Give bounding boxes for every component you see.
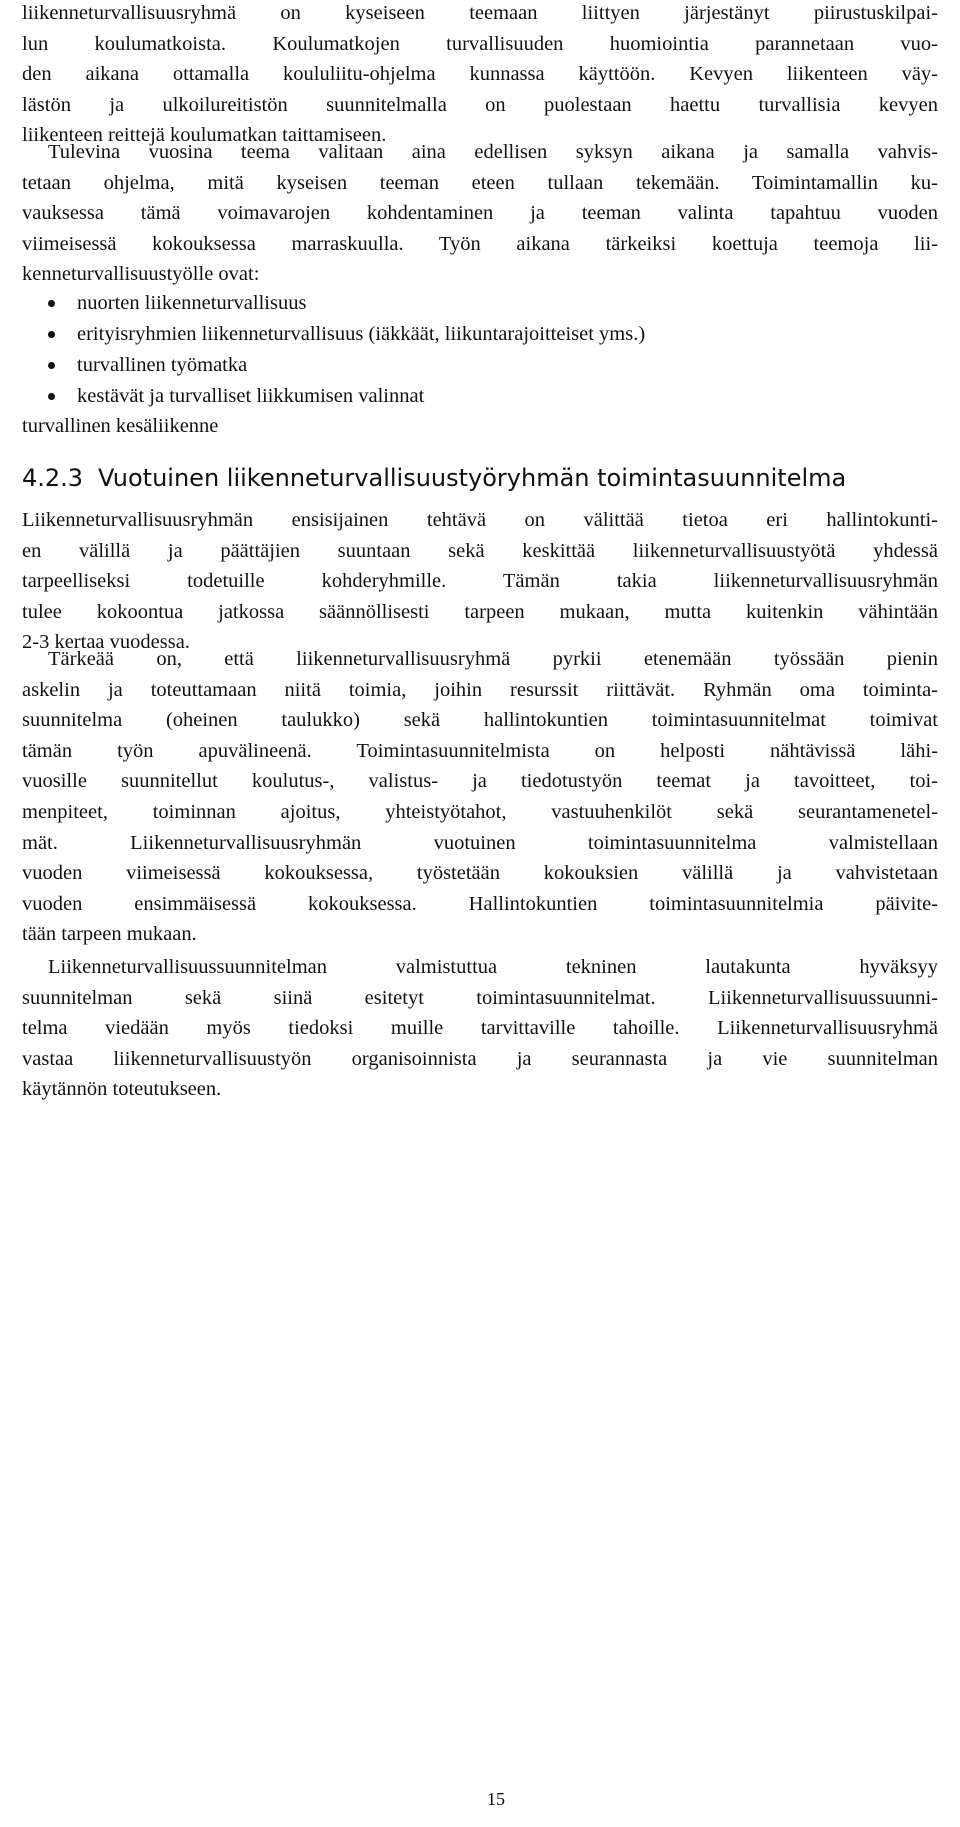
text-line: käytännön toteutukseen. <box>22 1078 222 1101</box>
list-item <box>22 288 938 319</box>
text-line: tarpeelliseksi todetuille kohderyhmille. Tämän takia liikenneturvallisuusryhmän <box>22 570 938 593</box>
text-line: vuoden viimeisessä kokouksessa, työstetään kokouksien välillä ja vahvistetaan <box>22 862 938 885</box>
text-line: tulee kokoontua jatkossa säännöllisesti tarpeen mukaan, mutta kuitenkin vähintään <box>22 600 938 623</box>
text-line: Liikenneturvallisuusryhmän ensisijainen tehtävä on välittää tietoa eri hallintokunti- <box>22 509 938 531</box>
text-line: en välillä ja päättäjien suuntaan sekä keskittää liikenneturvallisuustyötä yhdessä <box>22 539 938 562</box>
bullet-icon <box>48 331 55 338</box>
list-item-label: erityisryhmien liikenneturvallisuus (iäkkäät, liikuntarajoitteiset yms.) <box>77 323 646 345</box>
text-line: tetaan ohjelma, mitä kyseisen teeman eteen tullaan tekemään. Toimintamallin ku- <box>22 171 938 194</box>
text-line: lästön ja ulkoilureitistön suunnitelmalla on puolestaan haettu turvallisia kevyen <box>22 93 938 116</box>
text-line: tään tarpeen mukaan. <box>22 923 197 946</box>
text-line: Tärkeää on, että liikenneturvallisuusryhmä pyrkii etenemään työssään pienin <box>48 648 938 670</box>
page-number: 15 <box>487 1789 505 1809</box>
themes-paragraph <box>22 137 938 290</box>
section-title: Vuotuinen liikenneturvallisuustyöryhmän toimintasuunnitelma <box>98 464 847 492</box>
section-heading <box>22 462 846 494</box>
list-item-label: turvallinen työmatka <box>77 354 248 376</box>
body-paragraph-2 <box>22 644 938 950</box>
text-line: suunnitelman sekä siinä esitetyt toimintasuunnitelmat. Liikenneturvallisuussuunni- <box>22 986 938 1009</box>
bullet-icon <box>48 300 55 307</box>
document-page <box>22 0 938 1827</box>
list-item <box>22 350 938 381</box>
text-line: vastaa liikenneturvallisuustyön organisoinnista ja seurannasta ja vie suunnitelman <box>22 1047 938 1070</box>
after-list-text <box>22 411 938 442</box>
list-item <box>22 381 938 412</box>
intro-paragraph <box>22 0 938 151</box>
text-line: liikenteen reittejä koulumatkan taittamiseen. <box>22 124 387 147</box>
text-line: suunnitelma (oheinen taulukko) sekä hallintokuntien toimintasuunnitelmat toimivat <box>22 709 938 732</box>
bullet-icon <box>48 393 55 400</box>
text-line: lun koulumatkoista. Koulumatkojen turvallisuuden huomiointia parannetaan vuo- <box>22 32 938 55</box>
themes-list <box>22 288 938 412</box>
list-item-label: kestävät ja turvalliset liikkumisen valinnat <box>77 385 425 407</box>
body-paragraph-3 <box>22 952 938 1105</box>
text-line: mät. Liikenneturvallisuusryhmän vuotuinen toimintasuunnitelma valmistellaan <box>22 831 938 854</box>
text-line: menpiteet, toiminnan ajoitus, yhteistyötahot, vastuuhenkilöt sekä seurantamenetel- <box>22 800 938 823</box>
text-line: turvallinen kesäliikenne <box>22 415 219 437</box>
text-line: vuoden ensimmäisessä kokouksessa. Hallintokuntien toimintasuunnitelmia päivite- <box>22 892 938 915</box>
list-item <box>22 319 938 350</box>
text-line: viimeisessä kokouksessa marraskuulla. Työn aikana tärkeiksi koettuja teemoja lii- <box>22 232 938 255</box>
bullet-icon <box>48 362 55 369</box>
text-line: tämän työn apuvälineenä. Toimintasuunnitelmista on helposti nähtävissä lähi- <box>22 739 938 762</box>
text-line: kenneturvallisuustyölle ovat: <box>22 263 260 286</box>
text-line: telma viedään myös tiedoksi muille tarvittaville tahoille. Liikenneturvallisuusryhmä <box>22 1017 938 1040</box>
body-paragraph-1 <box>22 505 938 658</box>
list-item-label: nuorten liikenneturvallisuus <box>77 292 307 314</box>
text-line: den aikana ottamalla koululiitu-ohjelma kunnassa käyttöön. Kevyen liikenteen väy- <box>22 63 938 86</box>
section-number: 4.2.3 <box>22 464 84 492</box>
text-line: 2-3 kertaa vuodessa. <box>22 631 190 654</box>
text-line: vauksessa tämä voimavarojen kohdentaminen ja teeman valinta tapahtuu vuoden <box>22 202 938 225</box>
text-line: Tulevina vuosina teema valitaan aina edellisen syksyn aikana ja samalla vahvis- <box>48 141 938 163</box>
text-line: liikenneturvallisuusryhmä on kyseiseen teemaan liittyen järjestänyt piirustuskilpai- <box>22 2 938 24</box>
text-line: askelin ja toteuttamaan niitä toimia, joihin resurssit riittävät. Ryhmän oma toiminta- <box>22 678 938 701</box>
text-line: Liikenneturvallisuussuunnitelman valmistuttua tekninen lautakunta hyväksyy <box>48 956 938 978</box>
text-line: vuosille suunnitellut koulutus-, valistus- ja tiedotustyön teemat ja tavoitteet, toi- <box>22 770 938 793</box>
